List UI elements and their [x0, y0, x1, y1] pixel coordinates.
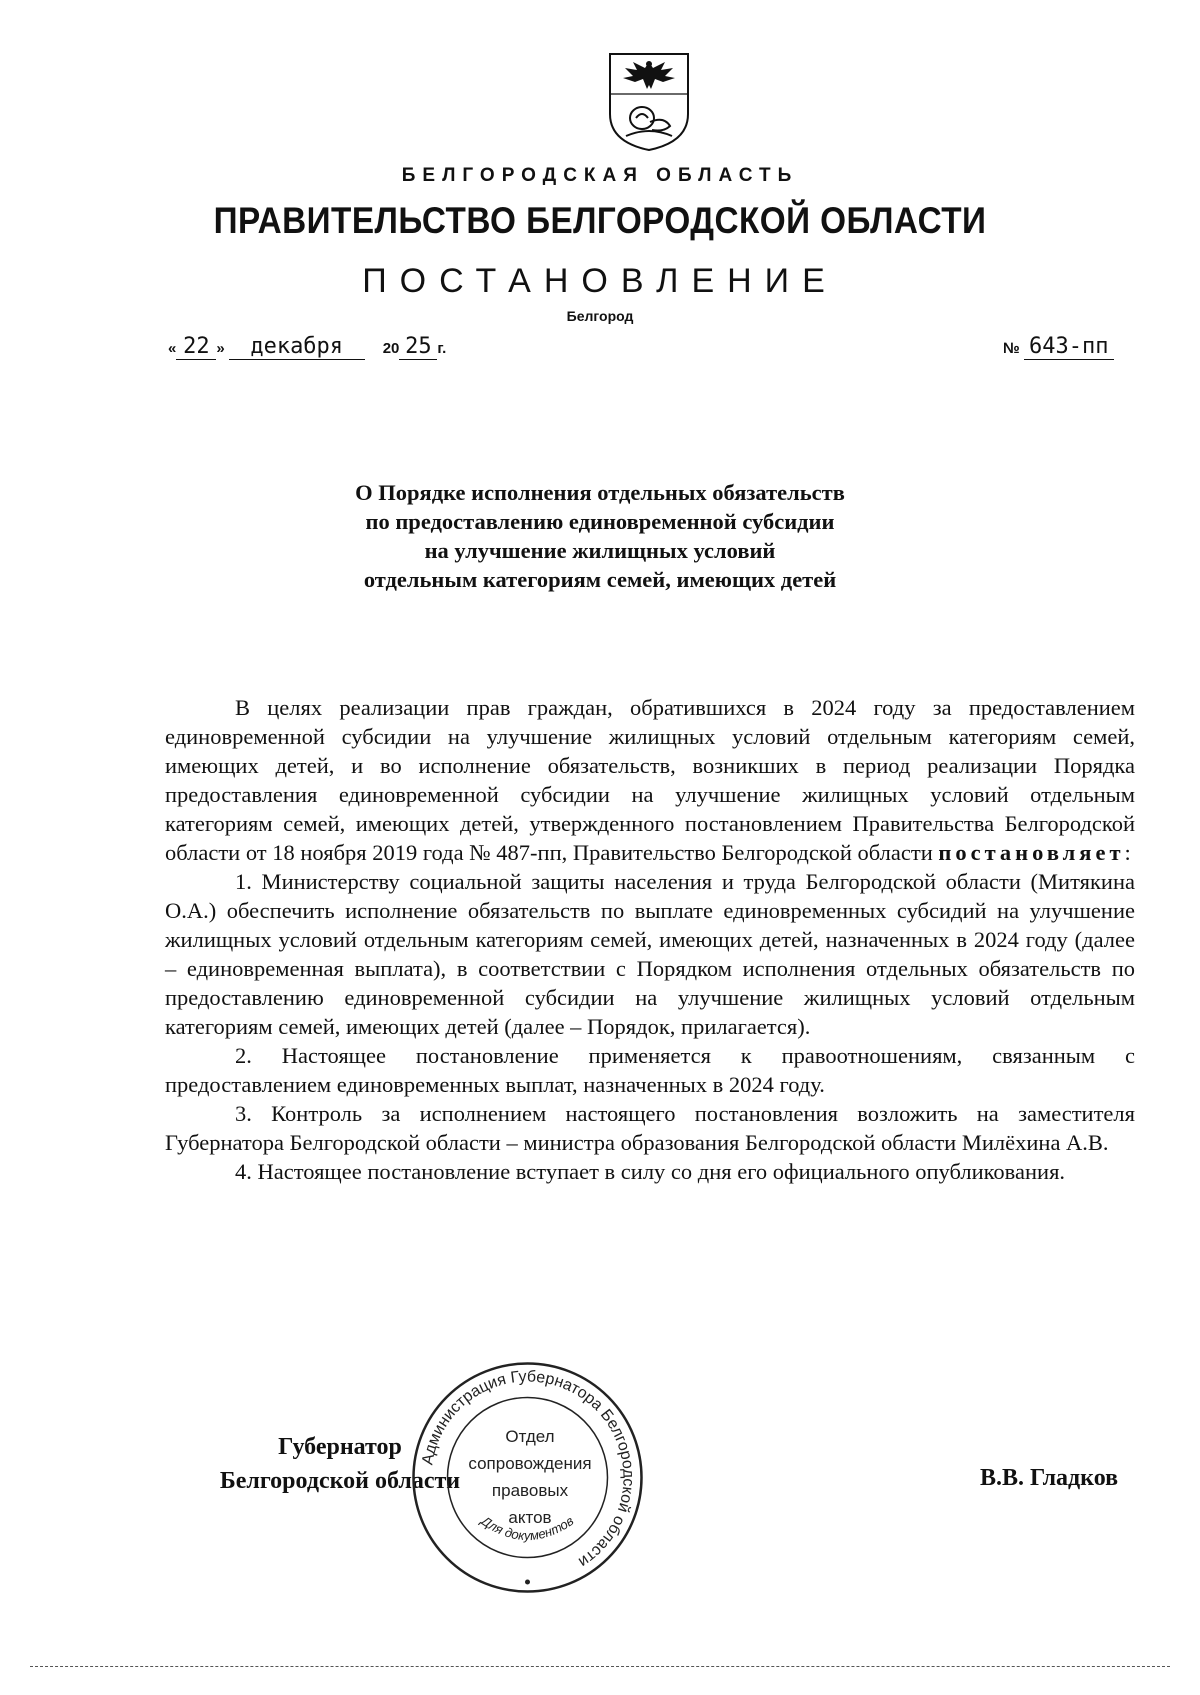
position-line: Белгородской области: [219, 1468, 461, 1494]
title-line: отдельным категориям семей, имеющих детей: [363, 567, 837, 592]
number-value: 643-пп: [1024, 335, 1114, 360]
date-century: 20: [382, 340, 400, 357]
government-name: ПРАВИТЕЛЬСТВО БЕЛГОРОДСКОЙ ОБЛАСТИ: [213, 200, 987, 241]
date-year-suffix: г.: [437, 340, 447, 357]
number-prefix: №: [1003, 340, 1020, 357]
stamp-line: правовых: [491, 1481, 569, 1500]
clause-paragraph: 1. Министерству социальной защиты населения и труда Белгородской области (Митякина О.А.) обеспечить исполнение обязательств по выплате единовременных субсидий на улучшение жилищных условий отдельным категориям семей, имеющих детей, назначенных в 2024 году (далее – единовременная выплата), в соответствии с Порядком исполнения отдельных обязательств по предоставлению единовременной субсидии на улучшение жилищных условий отдельным категориям семей, имеющих детей (далее – Порядок, прилагается).: [165, 869, 1135, 1039]
date-open-quote: «: [168, 340, 177, 357]
decides-word: постановляет: [938, 840, 1125, 865]
date-close-quote: »: [216, 340, 225, 357]
stamp-line: актов: [508, 1508, 552, 1527]
document-date: [168, 335, 446, 360]
stamp-line: Отдел: [505, 1427, 555, 1446]
document-body: [165, 693, 1135, 1186]
document-title: [0, 478, 1200, 594]
date-month: декабря: [229, 335, 365, 360]
coat-of-arms-emblem: [606, 52, 692, 152]
position-line: Губернатор: [278, 1434, 402, 1460]
stamp-line: сопровождения: [468, 1454, 592, 1473]
date-year: 25: [399, 335, 437, 360]
svg-text:Для документов: Для документов: [478, 1512, 577, 1544]
city-name: Белгород: [566, 308, 634, 324]
preamble-paragraph: [165, 693, 1135, 867]
clause-paragraph: 4. Настоящее постановление вступает в силу со дня его официального опубликования.: [235, 1159, 1066, 1184]
title-line: по предоставлению единовременной субсидии: [365, 509, 835, 534]
document-type: ПОСТАНОВЛЕНИЕ: [362, 262, 838, 300]
svg-text:Администрация Губернатора Белг: Администрация Губернатора Белгородской области: [419, 1368, 637, 1571]
clause-paragraph: 2. Настоящее постановление применяется к правоотношениям, связанным с предоставлением единовременных выплат, назначенных в 2024 году.: [165, 1043, 1135, 1097]
preamble-text: В целях реализации прав граждан, обратившихся в 2024 году за предоставлением единовременной субсидии на улучшение жилищных условий отдельным категориям семей, имеющих детей, и во исполнение обязательств, возникших в период реализации Порядка предоставления единовременной субсидии на улучшение жилищных условий отдельным категориям семей, имеющих детей, утвержденного постановлением Правительства Белгородской области от 18 ноября 2019 года № 487-пп, Правительство Белгородской области: [165, 695, 1135, 865]
title-line: на улучшение жилищных условий: [424, 538, 776, 563]
title-line: О Порядке исполнения отдельных обязательств: [355, 480, 845, 505]
date-day: 22: [176, 335, 216, 360]
clause-paragraph: 3. Контроль за исполнением настоящего постановления возложить на заместителя Губернатора Белгородской области – министра образования Белгородской области Милёхина А.В.: [165, 1101, 1135, 1155]
signatory-name: В.В. Гладков: [980, 1465, 1119, 1491]
stamp-center-text: [445, 1423, 615, 1531]
page-bottom-divider: [30, 1666, 1170, 1667]
document-number: [1003, 335, 1114, 360]
decides-colon: :: [1124, 840, 1131, 865]
region-name: БЕЛГОРОДСКАЯ ОБЛАСТЬ: [401, 165, 799, 186]
